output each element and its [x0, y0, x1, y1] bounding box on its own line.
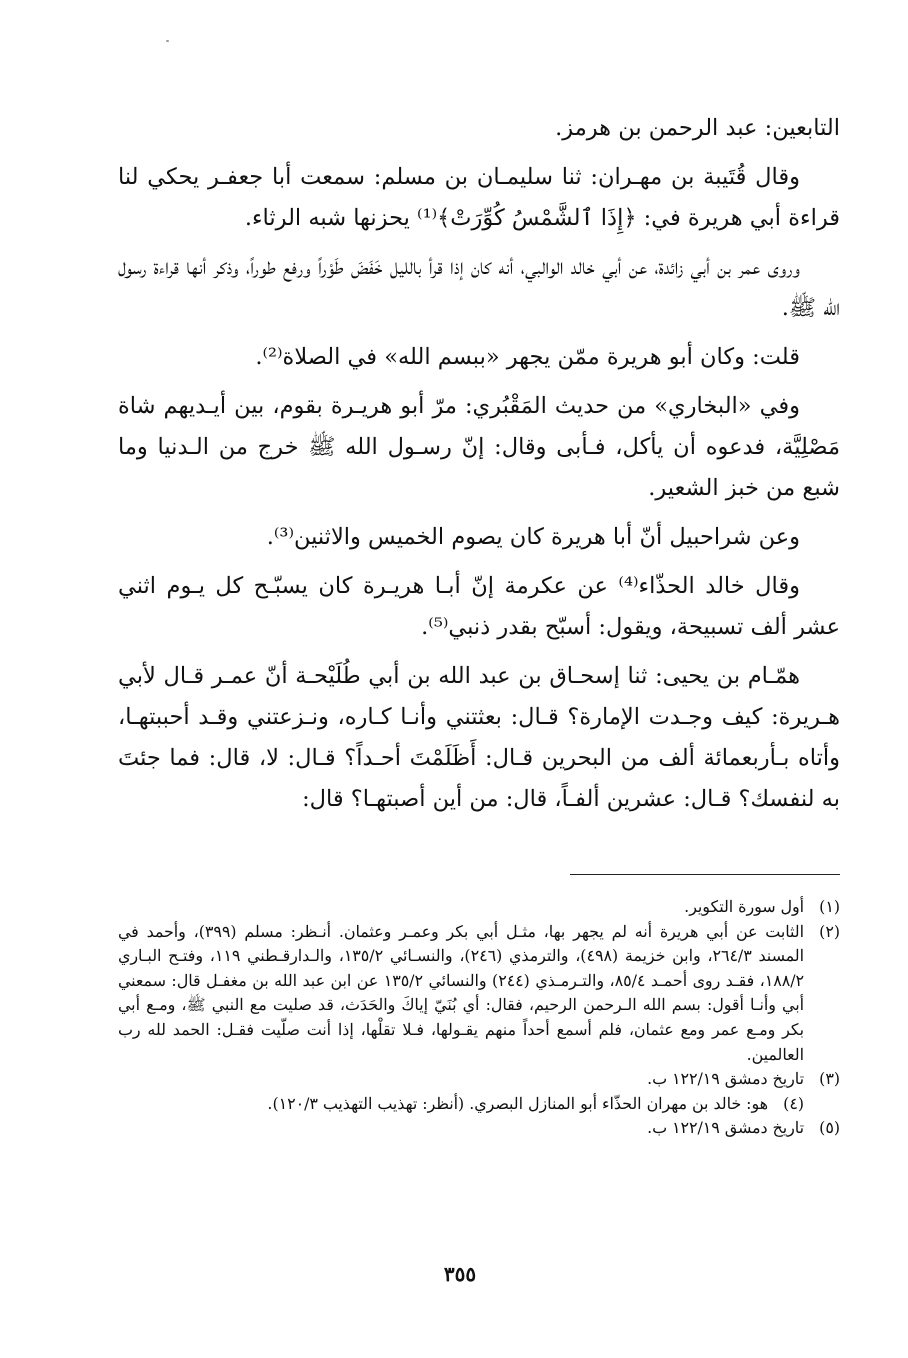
footnote-number: (٤) [783, 1093, 804, 1113]
footnotes [118, 895, 840, 1141]
paragraph-5: وفي «البخاري» من حديث المَقْبُري: مرّ أبو هريـرة بقوم، بين أيـديهم شاة مَصْلِيَّة، فدعوه أن يأكل، فـأبى وقال: إنّ رسـول الله ﷺ خرج من الـدنيا وما شبع من خبز الشعير. [118, 393, 840, 501]
footnote-text: تاريخ دمشق ١٢٢/١٩ ب. [647, 1069, 804, 1089]
footnote [118, 1116, 840, 1141]
footnote [118, 920, 840, 1068]
footnote-text: تاريخ دمشق ١٢٢/١٩ ب. [647, 1118, 804, 1138]
paragraph-3: وروى عمر بن أبي زائدة، عن أبي خالد الوالبي، أنه كان إذا قرأ بالليل خَفَضَ طَوْراً ورفع طوراً، وذكر أنها قراءة رسول الله ﷺ. [118, 254, 840, 321]
main-text [118, 108, 840, 820]
paragraph-4: قلت: وكان أبو هريرة ممّن يجهر «ببسم الله» في الصلاة⁽²⁾. [255, 344, 800, 370]
footnote-text: هو: خالد بن مهران الحذّاء أبو المنازل البصري. (أنظر: تهذيب التهذيب ١٢٠/٣). [267, 1093, 768, 1113]
footnote [118, 1067, 840, 1092]
footnote-text: الثابت عن أبي هريرة أنه لم يجهر بها، مثـل أبي بكر وعمـر وعثمان. أنـظر: مسلم (٣٩٩)، وأحمد في المسند ٢٦٤/٣، وابن خزيمة (٤٩٨)، والترمذي (٢٤٦)، والنسـائي ١٣٥/٢، والـدارقـطني ١١٩، وفتـح البـاري ١٨٨/٢، فقـد روى أحمـد ٨٥/٤، والتـرمـذي (٢٤٤) والنسائي ١٣٥/٢ عن ابن عبد الله بن مغفـل قال: سمعني أبي وأنـا أقول: بسم الله الـرحمن الرحيم، فقال: أي بُنَيّ إياكَ والحَدَث، قد صليت مع النبي ﷺ، ومـع أبي بكر ومـع عمر ومع عثمان، فلم أسمع أحداً منهم يقـولها، فـلا تقلْها، إذا أنت صلّيت فقـل: الحمد لله رب العالمين. [118, 921, 804, 1064]
paragraph-7: وقال خالد الحذّاء⁽⁴⁾ عن عكرمة إنّ أبـا هريـرة كان يسبّـح كل يـوم اثني عشر ألف تسبيحة، ويقول: أسبّح بقدر ذنبي⁽⁵⁾. [118, 573, 840, 640]
footnote-number: (٣) [819, 1069, 840, 1089]
paragraph-8: همّـام بن يحيى: ثنا إسحـاق بن عبد الله بن أبي طُلَيْحـة أنّ عمـر قـال لأبي هـريرة: كيف وجـدت الإمارة؟ قـال: بعثتني وأنـا كـاره، ونـزعتني وقـد أحببتهـا، وأتاه بـأربعمائة ألف من البحرين قـال: أَظَلَمْتَ أحـداً؟ قـال: لا، قال: فما جئتَ به لنفسك؟ قـال: عشرين ألفـاً، قال: من أين أصبتهـا؟ قال: [118, 663, 840, 812]
paragraph-1: التابعين: عبد الرحمن بن هرمز. [555, 115, 840, 141]
footnote-number: (٥) [819, 1118, 840, 1138]
footnote [118, 895, 840, 920]
paragraph-6: وعن شراحبيل أنّ أبا هريرة كان يصوم الخميس والاثنين⁽³⁾. [266, 524, 800, 550]
footnote-text: أول سورة التكوير. [684, 897, 804, 916]
footnote-number: (٢) [819, 921, 840, 941]
footnote-divider [570, 874, 840, 875]
paragraph-2: وقال قُتَيبة بن مهـران: ثنا سليمـان بن مسلم: سمعت أبا جعفـر يحكي لنا قراءة أبي هريرة في: ﴿إِذَا ٱلشَّمْسُ كُوِّرَتْ﴾⁽¹⁾ يحزنها شبه الرثاء. [118, 164, 840, 231]
scan-speck [166, 40, 169, 42]
page-number: ٣٥٥ [443, 1262, 477, 1286]
footnote [118, 1092, 840, 1117]
footnote-number: (١) [819, 897, 840, 916]
